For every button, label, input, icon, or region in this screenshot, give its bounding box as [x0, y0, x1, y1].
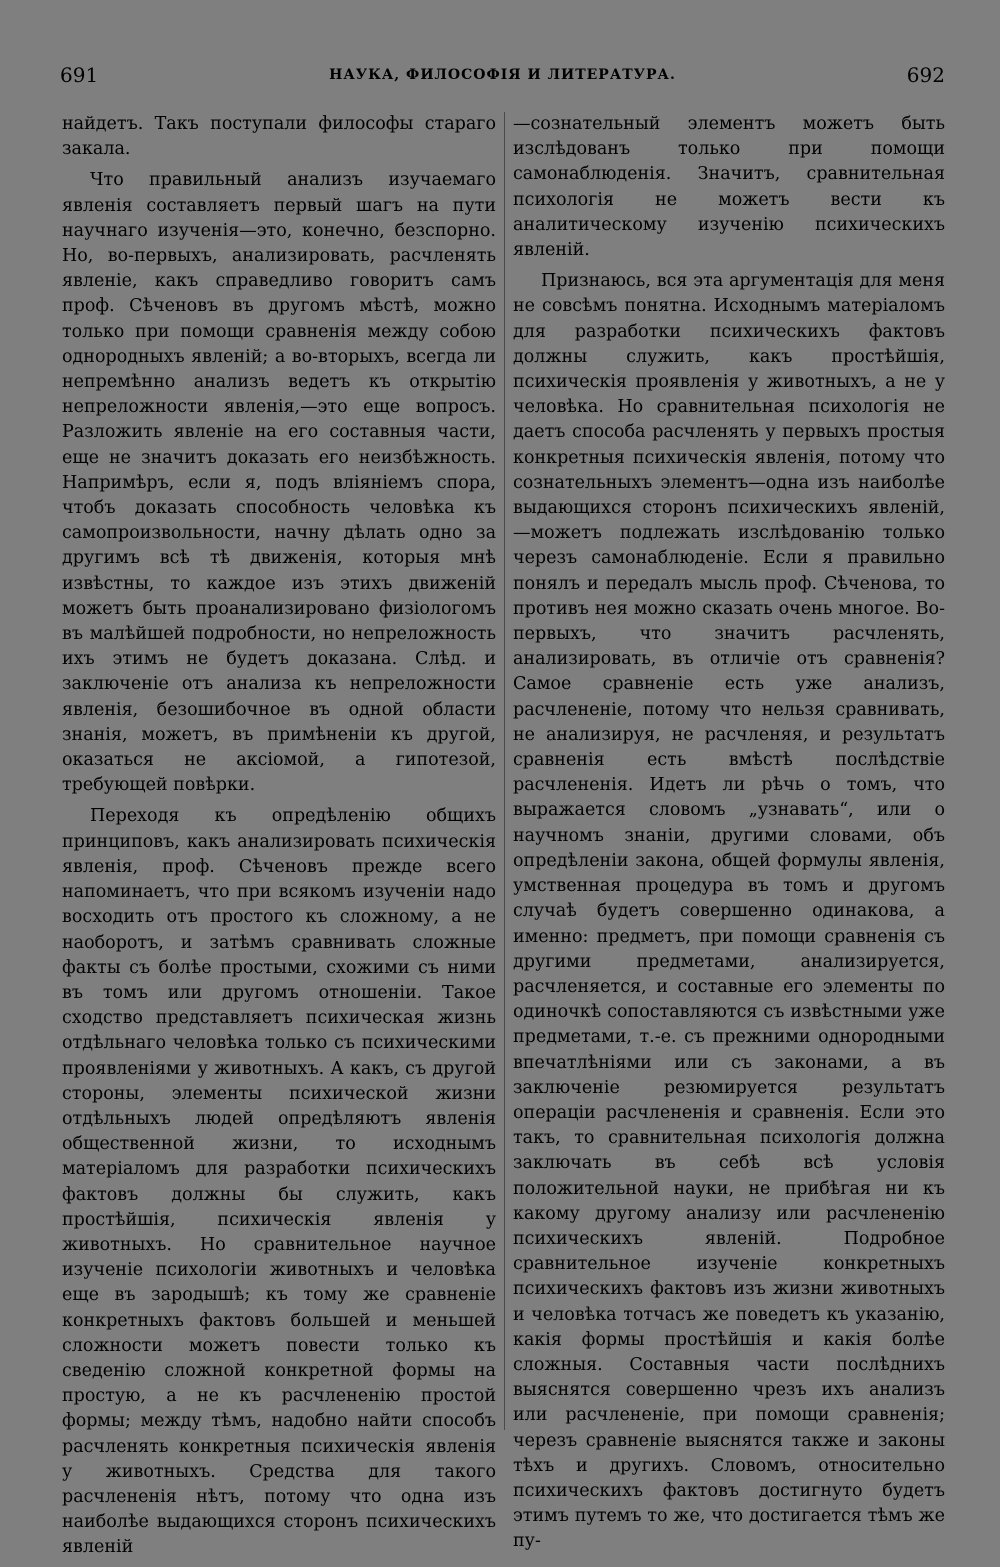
paragraph: Признаюсь, вся эта аргументація для меня не совсѣмъ понятна. Исходнымъ матеріаломъ для разработки психическихъ фактовъ должны служить, какъ простѣйшія, психическія проявленія у животныхъ, а не у человѣка. Но сравнительная психологія не даетъ способа расчленять у первыхъ простыя конкретныя психическія явленія, потому что сознательныхъ элементъ—одна изъ наиболѣе выдающихся сторонъ психическихъ явленій,—можетъ подлежать изслѣдованію только черезъ самонаблюденіе. Если я правильно понялъ и передалъ мысль проф. Сѣченова, то противъ нея можно сказать очень многое. Во-первыхъ, что значитъ расчленять, анализировать, въ отличіе отъ сравненія? Самое сравненіе есть уже анализъ, расчлененіе, потому что нельзя сравнивать, не анализируя, не расчленяя, и результатъ сравненія есть вмѣстѣ послѣдствіе расчлененія. Идетъ ли рѣчь о томъ, что выражается словомъ „узнавать“, или о научномъ знаніи, другими словами, объ опредѣленіи закона, общей формулы явленія, умственная процедура въ томъ и другомъ случаѣ будетъ совершенно одинакова, а именно: предметъ, при помощи сравненія съ другими предметами, анализируется, расчленяется, и составные его элементы по одиночкѣ сопоставляются съ извѣстными уже предметами, т.-е. съ прежними однородными впечатлѣніями или съ законами, а въ заключеніе резюмируется результатъ операціи расчлененія и сравненія. Если это такъ, то сравнительная психологія должна заключать въ себѣ всѣ условія положительной науки, не прибѣгая ни къ какому другому анализу или расчлененію психическихъ явленій. Подробное сравнительное изученіе конкретныхъ психическихъ фактовъ изъ жизни животныхъ и человѣка тотчасъ же поведетъ къ указанію, какія формы простѣйшія и какія болѣе сложныя. Составныя части послѣднихъ выяснятся совершенно чрезъ ихъ анализъ или расчлененіе, при помощи сравненія; черезъ сравненіе выяснятся также и законы тѣхъ и другихъ. Словомъ, относительно психическихъ фактовъ достигнуто будетъ этимъ путемъ то же, что достигается тѣмъ же пу- [513, 271, 945, 1552]
paragraph: Что правильный анализъ изучаемаго явленія составляетъ первый шагъ на пути научнаго изученія—это, конечно, безспорно. Но, во-первыхъ, анализировать, расчленять явленіе, какъ справедливо говоритъ самъ проф. Сѣченовъ въ другомъ мѣстѣ, можно только при помощи сравненія между собою однородныхъ явленій; а во-вторыхъ, всегда ли непремѣнно анализъ ведетъ къ открытію непреложности явленія,—это еще вопросъ. Разложить явленіе на его составныя части, еще не значитъ доказать его неизбѣжность. Напримѣръ, если я, подъ вліяніемъ спора, чтобъ доказать способность человѣка къ самопроизвольности, начну дѣлать одно за другимъ всѣ тѣ движенія, которыя мнѣ извѣстны, то каждое изъ этихъ движеній можетъ быть проанализировано физіологомъ въ малѣйшей подробности, но непреложность ихъ этимъ не будетъ доказана. Слѣд. и заключеніе отъ анализа къ непреложности явленія, безошибочное въ одной области знанія, можетъ, въ примѣненіи къ другой, оказаться не аксіомой, а гипотезой, требующей повѣрки. [62, 170, 496, 796]
paragraph: найдетъ. Такъ поступали философы стараго закала. [62, 114, 496, 160]
column-divider [504, 112, 505, 1430]
paragraph: —сознательный элементъ можетъ быть изслѣдованъ только при помощи самонаблюденія. Значитъ, сравнительная психологія не можетъ вести къ аналитическому изученію психическихъ явленій. [513, 114, 945, 261]
page-number-right: 692 [906, 63, 945, 87]
paragraph: Переходя къ опредѣленію общихъ принциповъ, какъ анализировать психическія явленія, проф. Сѣченовъ прежде всего напоминаетъ, что при всякомъ изученіи надо восходить отъ простого къ сложному, а не наоборотъ, и затѣмъ сравнивать сложные факты съ болѣе простыми, схожими съ ними въ томъ или другомъ отношеніи. Такое сходство представляетъ психическая жизнь отдѣльнаго человѣка только съ психическими проявленіями у животныхъ. А какъ, съ другой стороны, элементы психической жизни отдѣльныхъ людей опредѣляютъ явленія общественной жизни, то исходнымъ матеріаломъ для разработки психическихъ фактовъ должны бы служить, какъ простѣйшія, психическія явленія у животныхъ. Но сравнительное научное изученіе психологіи животныхъ и человѣка еще въ зародышѣ; къ тому же сравненіе конкретныхъ фактовъ большей и меньшей сложности можетъ повести только къ сведенію сложной конкретной формы на простую, а не къ расчлененію простой формы; между тѣмъ, надобно найти способъ расчленять конкретныя психическія явленія у животныхъ. Средства для такого расчлененія нѣтъ, потому что одна изъ наиболѣе выдающихся сторонъ психическихъ явленій [62, 806, 496, 1558]
page-number-left: 691 [60, 63, 99, 87]
left-column [62, 112, 496, 1567]
running-title: НАУКА, ФИЛОСОФІЯ И ЛИТЕРАТУРА. [329, 67, 676, 83]
page-header [60, 60, 945, 90]
right-column [513, 112, 945, 1561]
